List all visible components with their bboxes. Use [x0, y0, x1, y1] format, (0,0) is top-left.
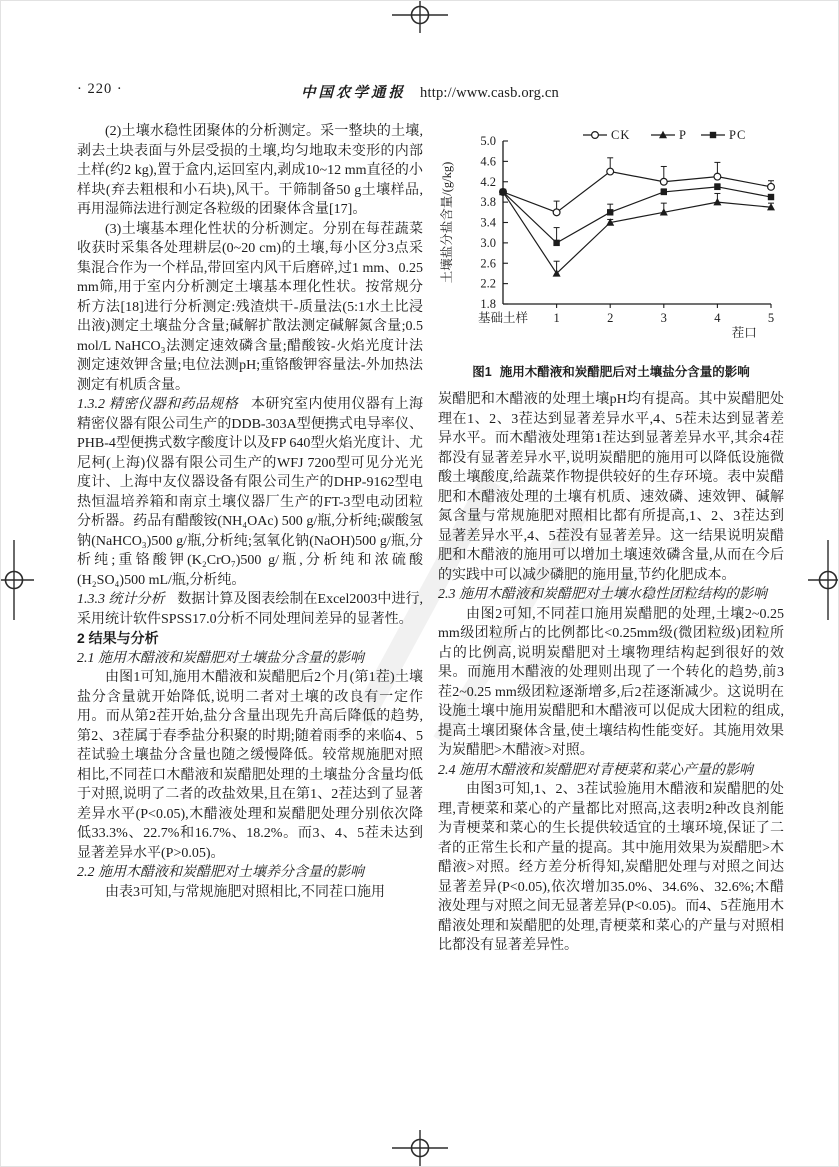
svg-text:4: 4	[714, 311, 721, 325]
journal-name: 中国农学通报	[301, 85, 407, 101]
svg-text:2: 2	[607, 311, 614, 325]
paragraph: (3)土壤基本理化性状的分析测定。分别在每茬蔬菜收获时采集各处理耕层(0~20 cm)的土壤,每小区分3点采集混合作为一个样品,带回室内风干后磨碎,过1 mm、0.25 mm筛,用于室内分析测定土壤基本理化性状。按常规分析方法[18]进行分析测定:残渣烘干-质量法(5:1水土比浸出液)测定土壤盐分含量;碱解扩散法测定碱解氮含量;0.5 mol/L NaHCO₃法测定速效磷含量;醋酸铵-火焰光度计法测定速效钾含量;电位法测pH;重铬酸钾容量法-外加热法测定有机质含量。	[77, 221, 423, 393]
left-column	[77, 122, 423, 902]
right-column-text	[438, 390, 784, 956]
page-header	[77, 81, 783, 103]
section-heading: 2.3 施用木醋液和炭醋肥对土壤水稳性团粒结构的影响	[438, 587, 767, 602]
figure-caption-text: 施用木醋液和炭醋肥后对土壤盐分含量的影响	[499, 365, 750, 379]
paragraph: 由图3可知,1、2、3茬试验施用木醋液和炭醋肥的处理,青梗菜和菜心的产量都比对照高,这表明2种改良剂能为青梗菜和菜心的生长提供较适宜的土壤环境,保证了二者的正常生长和产量的提高。其中施用效果为炭醋肥>木醋液>对照。经方差分析得知,炭醋肥处理与对照之间达显著差异(P<0.05),依次增加35.0%、34.6%、32.6%;木醋液处理与对照之间无显著差异(P<0.05)。而4、5茬施用木醋液处理和炭醋肥的处理,青梗菜和菜心的产量与对照相比都没有显著差异性。	[438, 782, 784, 953]
journal-url: http://www.casb.org.cn	[420, 85, 559, 101]
right-column	[438, 122, 784, 956]
paragraph: 由图2可知,不同茬口施用炭醋肥的处理,土壤2~0.25 mm级团粒所占的比例都比<0.25mm级(微团粒级)团粒所占的比例高,说明炭醋肥对土壤物理结构起到很好的效果。而施用木醋液的处理则出现了一个转化的趋势,前3茬2~0.25 mm级团粒逐渐增多,后2茬逐渐减少。这说明在设施土壤中施用炭醋肥和木醋液可以促成大团粒的组成,提高土壤团聚体含量,使土壤结构性能变好。其施用效果为炭醋肥>木醋液>对照。	[438, 606, 784, 758]
series-P	[499, 188, 775, 277]
svg-text:4.6: 4.6	[480, 154, 496, 169]
svg-text:5.0: 5.0	[480, 134, 496, 148]
page-number: · 220 ·	[77, 81, 123, 97]
section-heading: 2.1 施用木醋液和炭醋肥对土壤盐分含量的影响	[77, 650, 364, 666]
svg-text:4.2: 4.2	[480, 174, 496, 189]
series-CK	[500, 158, 775, 216]
figure-caption-label: 图1	[472, 365, 492, 379]
registration-mark-top	[392, 0, 448, 33]
legend-item-CK	[583, 128, 630, 142]
svg-text:3.4: 3.4	[480, 215, 496, 230]
section-heading: 2.2 施用木醋液和炭醋肥对土壤养分含量的影响	[77, 865, 364, 880]
legend-item-PC	[701, 128, 746, 142]
paragraph: 炭醋肥和木醋液的处理土壤pH均有提高。其中炭醋肥处理在1、2、3茬达到显著差异水平,4、5茬未达到显著差异水平。而木醋液处理第1茬达到显著差异水平,其余4茬都没有显著差异水平,说明炭醋肥的施用可以降低设施微酸土壤酸度,给蔬菜作物提供较好的生存环境。表中炭醋肥和木醋液处理的土壤有机质、速效磷、速效钾、碱解氮含量与常规施肥对照相比都有所提高,1、2、3茬达到显著差异水平,4、5茬没有显著差异。这一结果说明炭醋肥和木醋液的施用可以增加土壤速效磷含量,从而在今后的实践中可以减少磷肥的施用量,节约化肥成本。	[438, 392, 784, 583]
svg-text:5: 5	[767, 311, 775, 325]
svg-text:土壤盐分盐含量/(g/kg): 土壤盐分盐含量/(g/kg)	[440, 161, 454, 284]
paragraph: 由图1可知,施用木醋液和炭醋肥后2个月(第1茬)土壤盐分含量就开始降低,说明二者对土壤的改良有一定作用。而从第2茬开始,盐分含量出现先升高后降低的趋势,第2、3茬属于春季盐分积聚的时期;随着雨季的来临4、5茬试验土壤盐分含量也随之缓慢降低。较常规施肥对照相比,不同茬口木醋液和炭醋肥处理的土壤盐分含量均低于对照,说明了二者的改盐效果,且在第1、2茬达到了显著差异水平(P<0.05),木醋液处理和炭醋肥处理分别依次降低33.3%、22.7%和16.7%、18.2%。而3、4、5茬未达到显著差异水平(P>0.05)。	[77, 670, 423, 861]
registration-mark-right	[808, 540, 839, 620]
series-PC	[500, 184, 774, 246]
paragraph-lead: 1.3.2 精密仪器和药品规格	[77, 397, 239, 412]
svg-text:1.8: 1.8	[480, 297, 496, 311]
paragraph: (2)土壤水稳性团聚体的分析测定。采一整块的土壤,剥去土块表面与外层受损的土壤,均匀地取未变形的内部土样(约2 kg),置于盒内,运回室内,剥成10~12 mm直径的小样块(弃去粗根和小石块),风干。干筛制备50 g土壤样品,再用湿筛法进行测定各粒级的团聚体含量[17]。	[77, 124, 423, 217]
figure-1	[438, 122, 784, 380]
svg-text:2.2: 2.2	[480, 276, 496, 291]
svg-text:CK: CK	[611, 128, 631, 142]
section-heading: 2 结果与分析	[77, 630, 159, 646]
registration-mark-left	[0, 540, 34, 620]
legend-item-P	[651, 128, 687, 142]
registration-mark-bottom	[392, 1130, 448, 1166]
svg-text:2.6: 2.6	[480, 256, 496, 271]
paragraph: 1.3.2 精密仪器和药品规格 本研究室内使用仪器有上海精密仪器有限公司生产的DDB-303A型便携式电导率仪、PHB-4型便携式数字酸度计以及FP 640型火焰光度计、尤尼柯(上海)仪器有限公司生产的WFJ 7200型可见分光光度计、上海中友仪器设备有限公司生产的DHP-9162型电热恒温培养箱和南京土壤仪器厂生产的FT-3型电动团粒分析器。药品有醋酸铵(NH₄OAc) 500 g/瓶,分析纯;碳酸氢钠(NaHCO₃)500 g/瓶,分析纯;氢氧化钠(NaOH)500 g/瓶,分析纯;重铬酸钾(K₂CrO₇)500 g/瓶,分析纯和浓硫酸(H₂SO₄)500 mL/瓶,分析纯。	[77, 397, 423, 588]
figure-1-caption	[438, 362, 784, 380]
svg-text:茬口: 茬口	[731, 326, 757, 340]
section-heading: 2.4 施用木醋液和炭醋肥对青梗菜和菜心产量的影响	[438, 762, 753, 778]
svg-text:P: P	[679, 128, 687, 142]
paragraph: 1.3.3 统计分析 数据计算及图表绘制在Excel2003中进行,采用统计软件SPSS17.0分析不同处理间差异的显著性。	[77, 592, 424, 627]
svg-text:1: 1	[553, 311, 560, 325]
svg-text:PC: PC	[729, 128, 747, 142]
paragraph: 由表3可知,与常规施肥对照相比,不同茬口施用	[105, 884, 385, 900]
svg-text:3.0: 3.0	[480, 235, 496, 250]
paragraph-lead: 1.3.3 统计分析	[77, 592, 165, 607]
svg-text:3.8: 3.8	[480, 195, 496, 210]
svg-text:3: 3	[660, 311, 667, 325]
soil-salt-line-chart	[438, 122, 784, 354]
svg-text:基础土样: 基础土样	[477, 311, 529, 325]
